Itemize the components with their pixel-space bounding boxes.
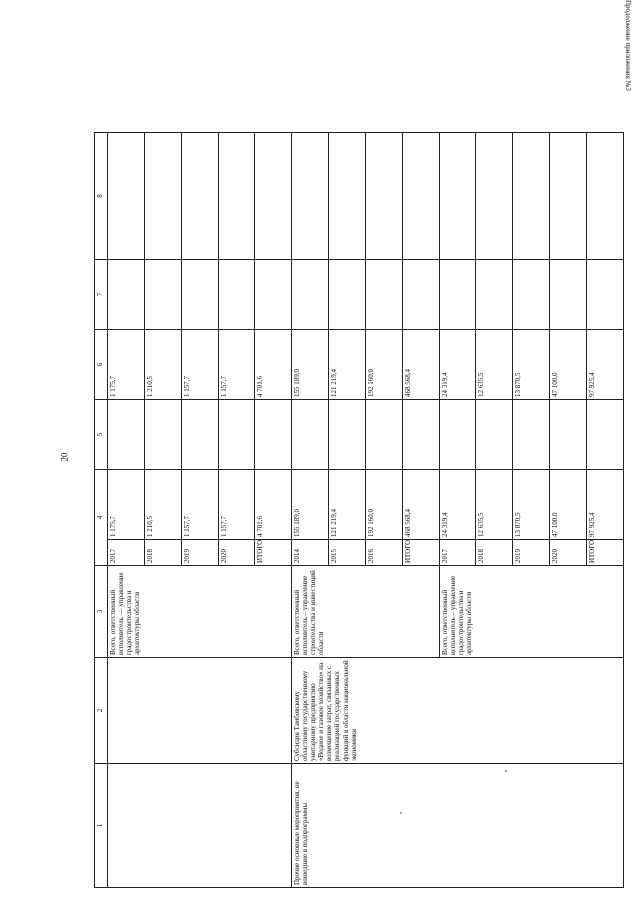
value-cell: 13 870,5 xyxy=(513,330,550,400)
measure-cell-empty xyxy=(108,658,292,764)
scan-speck xyxy=(400,812,402,814)
year-cell: 2016 xyxy=(365,540,402,566)
year-cell: 2019 xyxy=(513,540,550,566)
value-cell: 1 210,5 xyxy=(144,470,181,540)
value-cell: 121 219,4 xyxy=(329,330,366,400)
value-cell: 1 210,5 xyxy=(144,330,181,400)
executor-cell: Всего, ответственный исполнитель — управление градостроительства и архитектуры области xyxy=(108,566,292,658)
year-cell: ИТОГО xyxy=(586,540,623,566)
value-cell: 1 157,7 xyxy=(218,330,255,400)
value-cell: 1 175,7 xyxy=(108,330,145,400)
year-cell: 2020 xyxy=(550,540,587,566)
value-cell: 192 160,0 xyxy=(365,330,402,400)
col-4: 4 xyxy=(95,470,108,566)
value-cell: 24 319,4 xyxy=(439,470,476,540)
year-cell: 2017 xyxy=(439,540,476,566)
group-cell: Прочие основные мероприятия, не вошедшие в подпрограммы xyxy=(292,764,624,888)
value-cell: 4 701,6 xyxy=(255,470,292,540)
year-cell: ИТОГО xyxy=(255,540,292,566)
value-cell: 155 189,0 xyxy=(292,330,329,400)
value-cell: 24 319,4 xyxy=(439,330,476,400)
page-number: 20 xyxy=(59,452,70,462)
budget-table xyxy=(94,132,624,888)
table-row xyxy=(292,133,329,888)
col-3: 3 xyxy=(95,566,108,658)
value-cell: 4 701,6 xyxy=(255,330,292,400)
appendix-caption: Продолжение приложения №3 xyxy=(624,0,632,91)
year-cell: 2017 xyxy=(108,540,145,566)
scan-speck xyxy=(505,770,507,772)
group-cell-empty xyxy=(108,764,292,888)
year-cell: 2018 xyxy=(144,540,181,566)
value-cell: 12 635,5 xyxy=(476,470,513,540)
year-cell: 2014 xyxy=(292,540,329,566)
col-2: 2 xyxy=(95,658,108,764)
year-cell: 2018 xyxy=(476,540,513,566)
value-cell: 1 157,7 xyxy=(218,470,255,540)
value-cell: 97 925,4 xyxy=(586,470,623,540)
value-cell: 155 189,0 xyxy=(292,470,329,540)
col-7: 7 xyxy=(95,260,108,330)
value-cell: 468 568,4 xyxy=(402,470,439,540)
col-5: 5 xyxy=(95,400,108,470)
value-cell: 97 925,4 xyxy=(586,330,623,400)
year-cell: 2019 xyxy=(181,540,218,566)
year-cell: 2015 xyxy=(329,540,366,566)
measure-cell: Субсидия Тамбовскому областному государственному унитарному предприятию «Водное и газовое хозяйство» на возмещение затрат, связанных с реализацией государственных функций в области национальной экономики xyxy=(292,658,624,764)
executor-cell: Всего, ответственный исполнитель – управление градостроительства и архитектуры области xyxy=(439,566,623,658)
value-cell: 1 157,7 xyxy=(181,330,218,400)
year-cell: ИТОГО xyxy=(402,540,439,566)
value-cell: 12 635,5 xyxy=(476,330,513,400)
value-cell: 13 870,5 xyxy=(513,470,550,540)
executor-cell: Всего, ответственный исполнитель – управление строительства и инвестиций области xyxy=(292,566,439,658)
value-cell: 468 568,4 xyxy=(402,330,439,400)
value-cell: 47 100,0 xyxy=(550,470,587,540)
col-1: 1 xyxy=(95,764,108,888)
col-6: 6 xyxy=(95,330,108,400)
value-cell: 47 100,0 xyxy=(550,330,587,400)
value-cell: 1 175,7 xyxy=(108,470,145,540)
value-cell: 192 160,0 xyxy=(365,470,402,540)
year-cell: 2020 xyxy=(218,540,255,566)
table-row xyxy=(108,133,145,888)
column-number-row xyxy=(95,133,108,888)
value-cell: 1 157,7 xyxy=(181,470,218,540)
rotated-table-wrapper xyxy=(94,133,624,888)
value-cell: 121 219,4 xyxy=(329,470,366,540)
col-8: 8 xyxy=(95,133,108,260)
